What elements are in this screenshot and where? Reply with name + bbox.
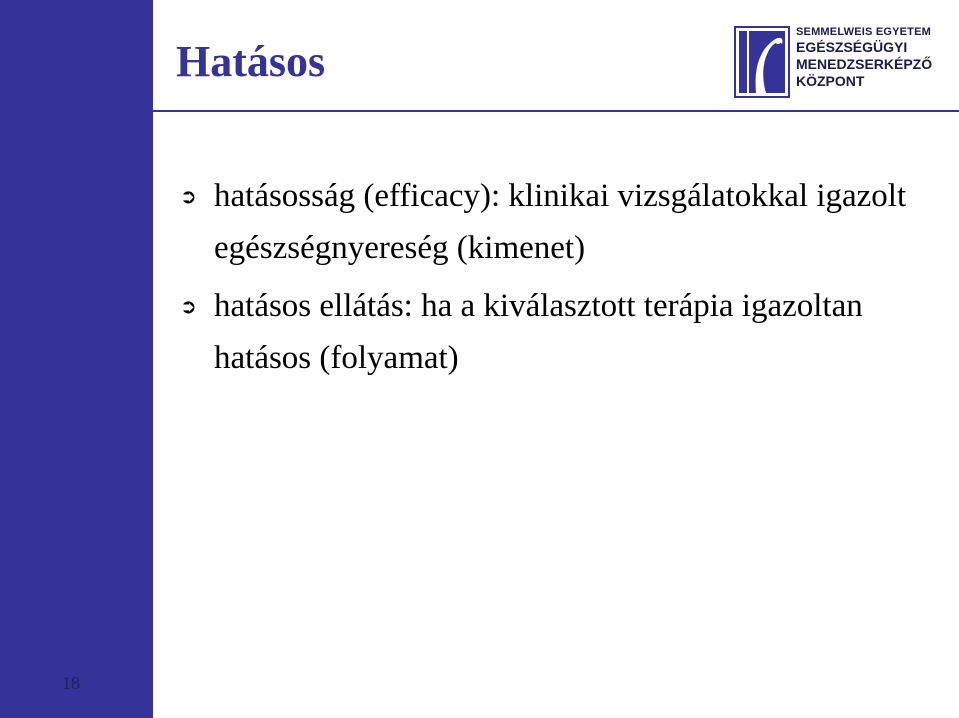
logo-line-2: EGÉSZSÉGÜGYI (796, 39, 908, 55)
logo-text (796, 26, 932, 90)
logo-line-university: SEMMELWEIS EGYETEM (796, 26, 932, 38)
sidebar-band (0, 0, 153, 718)
logo-line-3: MENEDZSERKÉPZŐ (796, 56, 933, 72)
slide-title: Hatásos (176, 37, 326, 86)
institution-logo (734, 22, 949, 100)
semmelweis-logo-icon (734, 26, 790, 98)
logo-line-4: KÖZPONT (796, 73, 865, 89)
bullet-text: hatásos ellátás: ha a kiválasztott terápia igazoltan hatásos (folyamat) (214, 288, 863, 376)
slide-number: 18 (62, 673, 80, 693)
arrow-bullet-icon: ➲ (180, 294, 197, 318)
bullet-item (180, 170, 940, 274)
title-underline (153, 110, 959, 112)
bullet-text: hatásosság (efficacy): klinikai vizsgálatokkal igazolt egészségnyereség (kimenet) (214, 178, 907, 266)
bullet-list (180, 170, 940, 390)
arrow-bullet-icon: ➲ (180, 184, 197, 208)
bullet-item (180, 280, 940, 384)
